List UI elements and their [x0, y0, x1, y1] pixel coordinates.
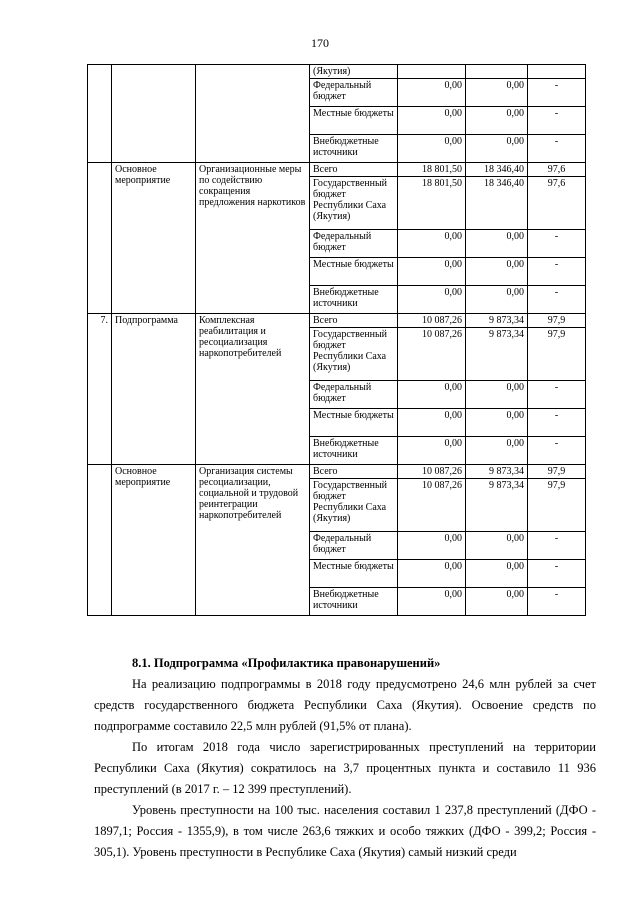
cell-title: Организация системы ресоциализации, социальной и трудовой реинтеграции наркопотребителей: [196, 465, 310, 616]
cell-plan: 0,00: [398, 230, 466, 258]
cell-source: Местные бюджеты: [310, 258, 398, 286]
cell-fact: 0,00: [466, 409, 528, 437]
cell-fact: 18 346,40: [466, 163, 528, 177]
cell-fact: 0,00: [466, 107, 528, 135]
cell-fact: 0,00: [466, 437, 528, 465]
cell-title: Комплексная реабилитация и ресоциализация наркопотребителей: [196, 314, 310, 465]
cell-percent: -: [528, 79, 586, 107]
table-row: [88, 314, 586, 328]
cell-source: Внебюджетные источники: [310, 437, 398, 465]
cell-percent: -: [528, 286, 586, 314]
cell-plan: 0,00: [398, 532, 466, 560]
page-number: 170: [311, 36, 329, 50]
cell-plan: 0,00: [398, 437, 466, 465]
cell-source: Внебюджетные источники: [310, 135, 398, 163]
cell-title: Организационные меры по содействию сокращения предложения наркотиков: [196, 163, 310, 314]
cell-plan: 10 087,26: [398, 328, 466, 381]
cell-fact: 0,00: [466, 532, 528, 560]
cell-fact: [466, 65, 528, 79]
cell-source: Всего: [310, 314, 398, 328]
section-heading: 8.1. Подпрограмма «Профилактика правонарушений»: [132, 656, 441, 670]
cell-fact: 18 346,40: [466, 177, 528, 230]
cell-percent: 97,9: [528, 479, 586, 532]
cell-fact: 0,00: [466, 230, 528, 258]
cell-source: Внебюджетные источники: [310, 286, 398, 314]
cell-plan: 18 801,50: [398, 177, 466, 230]
section-body: [94, 653, 596, 863]
cell-source: Федеральный бюджет: [310, 79, 398, 107]
funding-table: [87, 64, 586, 616]
cell-source: Государственный бюджет Республики Саха (Якутия): [310, 177, 398, 230]
cell-source: Федеральный бюджет: [310, 381, 398, 409]
cell-source: Федеральный бюджет: [310, 230, 398, 258]
cell-fact: 9 873,34: [466, 479, 528, 532]
cell-fact: 9 873,34: [466, 328, 528, 381]
table-row: [88, 65, 586, 79]
cell-source: Местные бюджеты: [310, 409, 398, 437]
cell-fact: 0,00: [466, 79, 528, 107]
cell-plan: [398, 65, 466, 79]
table-row: [88, 163, 586, 177]
cell-type: Основное мероприятие: [112, 163, 196, 314]
cell-percent: -: [528, 230, 586, 258]
cell-percent: 97,6: [528, 177, 586, 230]
cell-percent: -: [528, 560, 586, 588]
cell-plan: 0,00: [398, 107, 466, 135]
cell-type: [112, 65, 196, 163]
cell-fact: 0,00: [466, 588, 528, 616]
cell-source: Всего: [310, 163, 398, 177]
cell-percent: -: [528, 409, 586, 437]
cell-percent: -: [528, 107, 586, 135]
cell-plan: 0,00: [398, 560, 466, 588]
cell-percent: -: [528, 437, 586, 465]
cell-plan: 0,00: [398, 135, 466, 163]
paragraph: По итогам 2018 года число зарегистрированных преступлений на территории Республики Саха (Якутия) сократилось на 3,7 процентных пункта и составило 11 936 преступлений (в 2017 г. – 12 399 преступлений).: [94, 740, 596, 796]
cell-fact: 0,00: [466, 286, 528, 314]
cell-source: Федеральный бюджет: [310, 532, 398, 560]
cell-title: [196, 65, 310, 163]
cell-percent: -: [528, 381, 586, 409]
cell-fact: 0,00: [466, 258, 528, 286]
cell-source: (Якутия): [310, 65, 398, 79]
cell-percent: 97,9: [528, 314, 586, 328]
cell-plan: 0,00: [398, 409, 466, 437]
cell-type: Основное мероприятие: [112, 465, 196, 616]
cell-percent: -: [528, 588, 586, 616]
cell-fact: 0,00: [466, 381, 528, 409]
cell-source: Всего: [310, 465, 398, 479]
paragraph: На реализацию подпрограммы в 2018 году предусмотрено 24,6 млн рублей за счет средств государственного бюджета Республики Саха (Якутия). Освоение средств по подпрограмме составило 22,5 млн рублей (91,5% от плана).: [94, 677, 596, 733]
cell-percent: 97,6: [528, 163, 586, 177]
cell-source: Государственный бюджет Республики Саха (Якутия): [310, 479, 398, 532]
cell-number: [88, 65, 112, 163]
cell-type: Подпрограмма: [112, 314, 196, 465]
cell-plan: 10 087,26: [398, 465, 466, 479]
cell-plan: 18 801,50: [398, 163, 466, 177]
cell-percent: -: [528, 135, 586, 163]
cell-percent: 97,9: [528, 465, 586, 479]
cell-fact: 9 873,34: [466, 314, 528, 328]
cell-number: [88, 465, 112, 616]
cell-percent: -: [528, 532, 586, 560]
cell-plan: 10 087,26: [398, 479, 466, 532]
cell-source: Местные бюджеты: [310, 560, 398, 588]
cell-plan: 0,00: [398, 381, 466, 409]
cell-number: [88, 163, 112, 314]
cell-source: Внебюджетные источники: [310, 588, 398, 616]
cell-plan: 0,00: [398, 588, 466, 616]
cell-percent: 97,9: [528, 328, 586, 381]
table-row: [88, 465, 586, 479]
cell-plan: 0,00: [398, 286, 466, 314]
cell-fact: 9 873,34: [466, 465, 528, 479]
paragraph: Уровень преступности на 100 тыс. населения составил 1 237,8 преступлений (ДФО - 1897,1; Россия - 1355,9), в том числе 263,6 тяжких и особо тяжких (ДФО - 399,2; Россия - 305,1). Уровень преступности в Республике Саха (Якутия) самый низкий среди: [94, 803, 596, 859]
cell-source: Местные бюджеты: [310, 107, 398, 135]
cell-fact: 0,00: [466, 135, 528, 163]
cell-fact: 0,00: [466, 560, 528, 588]
cell-source: Государственный бюджет Республики Саха (Якутия): [310, 328, 398, 381]
cell-number: 7.: [88, 314, 112, 465]
cell-percent: -: [528, 258, 586, 286]
cell-plan: 0,00: [398, 79, 466, 107]
cell-plan: 10 087,26: [398, 314, 466, 328]
cell-plan: 0,00: [398, 258, 466, 286]
cell-percent: [528, 65, 586, 79]
